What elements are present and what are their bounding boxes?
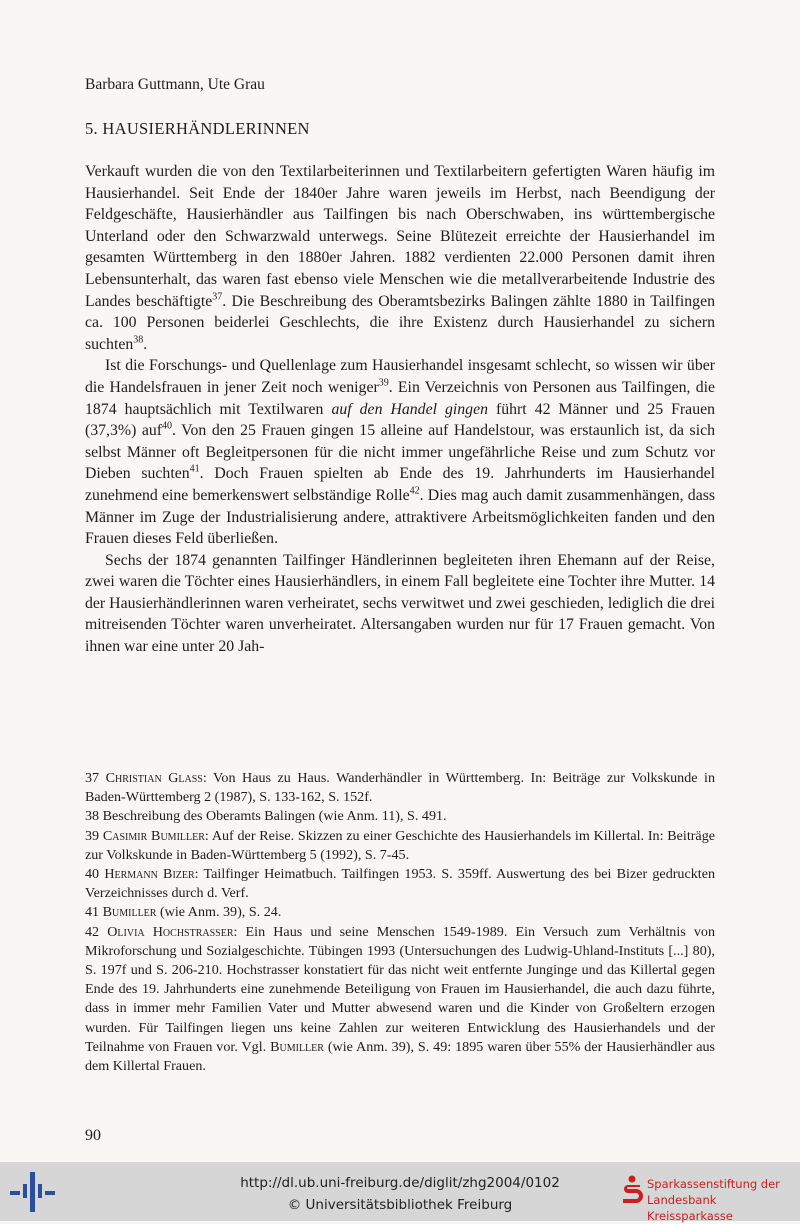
sparkasse-logo-icon[interactable] <box>619 1175 645 1207</box>
footnote-ref-39: 39 <box>378 377 389 389</box>
footnote-ref-42: 42 <box>409 485 420 497</box>
permalink-url[interactable]: http://dl.ub.uni-freiburg.de/diglit/zhg2004/0102 <box>240 1175 560 1191</box>
footnote-41: 41 Bumiller (wie Anm. 39), S. 24. <box>85 904 282 921</box>
sponsor-text: Sparkassenstiftung der Landesbank Kreissparkasse <box>647 1177 780 1223</box>
footnotes <box>85 769 715 1076</box>
italic-phrase: auf den Handel gingen <box>331 400 488 418</box>
footnote-42: 42 Olivia Hochstrasser: Ein Haus und seine Menschen 1549-1989. Ein Versuch zum Verhältnis von Mikroforschung und Sozialgeschichte. Tübingen 1993 (Untersuchungen des Ludwig-Uhland-Instituts [...] 80), S. 197f und S. 206-210. Hochstrasser konstatiert für das nicht weit entfernte Junginge und das Killertal gegen Ende des 19. Jahrhunderts eine zunehmende Beteiligung von Frauen im Hausierhandel, die auch dazu führte, dass in immer mehr Familien Vater und Mutter abwesend waren und die Kinder von Großeltern erzogen wurden. Für Tailfingen liegen uns keine Zahlen zur weiteren Entwicklung des Hausierhandels und der Teilnahme von Frauen vor. Vgl. Bumiller (wie Anm. 39), S. 49: 1895 waren über 55% der Hausierhändler aus dem Killertal Frauen. <box>85 923 716 1075</box>
body-text <box>85 161 715 658</box>
paragraph-2: Ist die Forschungs- und Quellenlage zum Hausierhandel insgesamt schlecht, so wissen wir über die Handelsfrauen in jener Zeit noch weniger$^{39}$. Ein Verzeichnis von Personen aus Tailfingen, die 1874 hauptsächlich mit Textilwaren auf den Handel gingen führt 42 Männer und 25 Frauen (37,3%) auf$^{40}$. Von den 25 Frauen gingen 15 alleine auf Handelstour, was erstaunlich ist, da sich selbst Männer oft Begleitpersonen für die nicht immer ungefährliche Reise und zum Schutz vor Dieben suchten$^{41}$. Doch Frauen spielten ab Ende des 19. Jahrhunderts im Hausierhandel zunehmend eine bemerkenswert selbständige Rolle$^{42}$. Dies mag auch damit zusammenhängen, dass Männer im Zuge der Industrialisierung andere, attraktivere Arbeitsmöglichkeiten fanden und den Frauen dieses Feld überließen. <box>85 357 715 548</box>
copyright-notice: © Universitätsbibliothek Freiburg <box>287 1197 513 1213</box>
footnote-ref-37: 37 <box>212 291 223 303</box>
footnote-37: 37 Christian Glass: Von Haus zu Haus. Wanderhändler in Württemberg. In: Beiträge zur Volkskunde in Baden-Württemberg 2 (1987), S. 133-162, S. 152f. <box>85 770 715 806</box>
running-header: Barbara Guttmann, Ute Grau <box>85 76 265 93</box>
footer-bar <box>0 1162 800 1221</box>
footnote-40: 40 Hermann Bizer: Tailfinger Heimatbuch. Tailfingen 1953. S. 359ff. Auswertung des bei Bizer gedruckten Verzeichnisses durch d. Verf. <box>85 866 715 902</box>
page-number: 90 <box>85 1127 101 1144</box>
footnote-ref-41: 41 <box>189 464 200 476</box>
section-title: 5. HAUSIERHÄNDLERINNEN <box>85 119 310 138</box>
paragraph-3: Sechs der 1874 genannten Tailfinger Händlerinnen begleiteten ihren Ehemann auf der Reise, zwei waren die Töchter eines Hausierhändlers, in einem Fall begleitete eine Tochter ihre Mutter. 14 der Hausierhändlerinnen waren verheiratet, sechs verwitwet und zwei geschieden, lediglich die drei mitreisenden Töchter waren unverheiratet. Altersangaben wurden nur für 17 Frauen gemacht. Von ihnen war eine unter 20 Jah- <box>85 551 715 656</box>
paragraph-1: Verkauft wurden die von den Textilarbeiterinnen und Textilarbeitern gefertigten Waren häufig im Hausierhandel. Seit Ende der 1840er Jahre waren jeweils im Herbst, nach Beendigung der Feldgeschäfte, Hausierhändler aus Tailfingen bis nach Oberschwaben, ins württembergische Unterland oder den Schwarzwald unterwegs. Seine Blütezeit erreichte der Hausierhandel im gesamten Württemberg in den 1880er Jahren. 1882 verdienten 22.000 Personen damit ihren Lebensunterhalt, das waren fast ebenso viele Menschen wie die metallverarbeitende Industrie des Landes beschäftigte$^{37}$. Die Beschreibung des Oberamtsbezirks Balingen zählte 1880 in Tailfingen ca. 100 Personen beiderlei Geschlechts, die ihre Existenz durch Hausierhandel zu sichern suchten$^{38}$. <box>85 163 715 353</box>
footnote-39: 39 Casimir Bumiller: Auf der Reise. Skizzen zu einer Geschichte des Hausierhandels im Killertal. In: Beiträge zur Volkskunde in Baden-Württemberg 5 (1992), S. 7-45. <box>85 827 715 863</box>
footnote-ref-38: 38 <box>133 334 144 346</box>
footnote-38: 38 Beschreibung des Oberamts Balingen (wie Anm. 11), S. 491. <box>85 808 447 825</box>
footnote-ref-40: 40 <box>162 420 172 432</box>
